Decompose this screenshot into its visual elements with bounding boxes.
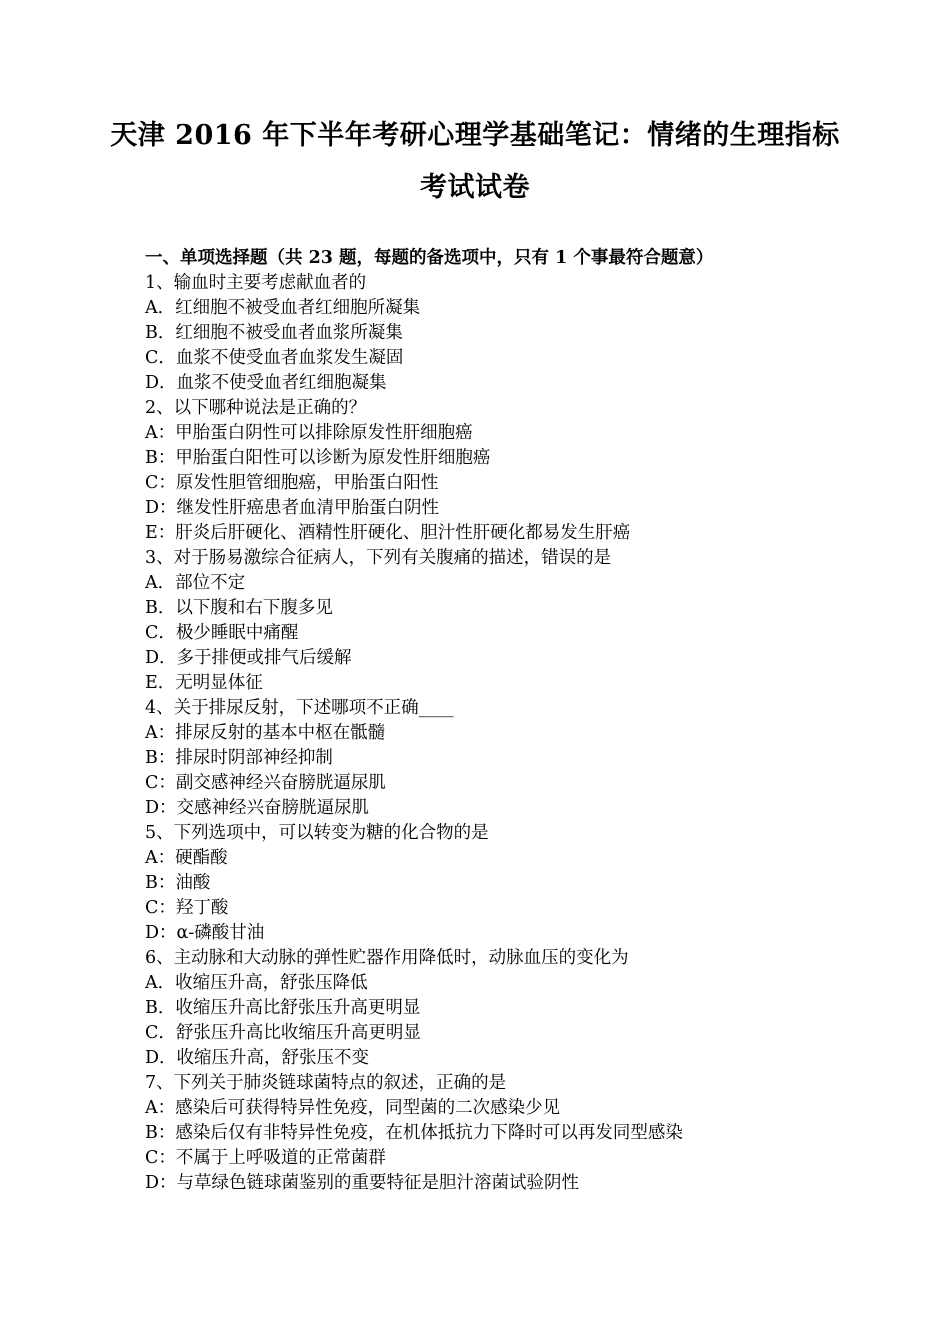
answer-option: A：排尿反射的基本中枢在骶髓: [145, 723, 386, 743]
question-4: [145, 696, 885, 821]
answer-option: A．收缩压升高，舒张压降低: [145, 973, 368, 993]
answer-option: A．红细胞不被受血者红细胞所凝集: [145, 298, 421, 318]
question-stem: 6、主动脉和大动脉的弹性贮器作用降低时，动脉血压的变化为: [145, 948, 629, 968]
answer-option: D：交感神经兴奋膀胱逼尿肌: [145, 798, 370, 818]
answer-option: A．部位不定: [145, 573, 246, 593]
document-title: 天津 2016 年下半年考研心理学基础笔记：情绪的生理指标: [110, 120, 840, 151]
answer-option: D：α-磷酸甘油: [145, 923, 265, 943]
answer-option: C．血浆不使受血者血浆发生凝固: [145, 348, 404, 368]
answer-option: C．舒张压升高比收缩压升高更明显: [145, 1023, 421, 1043]
answer-option: D．血浆不使受血者红细胞凝集: [145, 373, 387, 393]
answer-option: B．红细胞不被受血者血浆所凝集: [145, 323, 403, 343]
question-6: [145, 946, 885, 1071]
answer-option: C：副交感神经兴奋膀胱逼尿肌: [145, 773, 386, 793]
answer-option: C：羟丁酸: [145, 898, 229, 918]
document-body: [145, 246, 885, 1196]
answer-option: B．收缩压升高比舒张压升高更明显: [145, 998, 421, 1018]
question-stem: 2、以下哪种说法是正确的？: [145, 398, 367, 418]
answer-option: B：感染后仅有非特异性免疫，在机体抵抗力下降时可以再发同型感染: [145, 1123, 683, 1143]
question-5: [145, 821, 885, 946]
answer-option: D．收缩压升高，舒张压不变: [145, 1048, 370, 1068]
answer-option: C．极少睡眠中痛醒: [145, 623, 299, 643]
question-stem: 3、对于肠易激综合征病人，下列有关腹痛的描述，错误的是: [145, 548, 612, 568]
answer-option: D：继发性肝癌患者血清甲胎蛋白阴性: [145, 498, 440, 518]
question-3: [145, 546, 885, 696]
section-heading: 一、单项选择题（共 23 题，每题的备选项中，只有 1 个事最符合题意）: [145, 248, 714, 268]
answer-option: D．多于排便或排气后缓解: [145, 648, 352, 668]
document-title-continued: 考试试卷: [420, 172, 530, 203]
answer-option: A：感染后可获得特异性免疫，同型菌的二次感染少见: [145, 1098, 561, 1118]
question-stem: 7、下列关于肺炎链球菌特点的叙述，正确的是: [145, 1073, 507, 1093]
question-1: [145, 271, 885, 396]
question-stem: 4、关于排尿反射，下述哪项不正确____: [145, 698, 454, 718]
answer-option: E：肝炎后肝硬化、酒精性肝硬化、胆汁性肝硬化都易发生肝癌: [145, 523, 631, 543]
answer-option: B：甲胎蛋白阳性可以诊断为原发性肝细胞癌: [145, 448, 491, 468]
question-2: [145, 396, 885, 546]
answer-option: C：不属于上呼吸道的正常菌群: [145, 1148, 386, 1168]
answer-option: E．无明显体征: [145, 673, 263, 693]
question-stem: 1、输血时主要考虑献血者的: [145, 273, 367, 293]
answer-option: D：与草绿色链球菌鉴别的重要特征是胆汁溶菌试验阴性: [145, 1173, 580, 1193]
answer-option: B．以下腹和右下腹多见: [145, 598, 333, 618]
answer-option: B：油酸: [145, 873, 211, 893]
answer-option: A：甲胎蛋白阴性可以排除原发性肝细胞癌: [145, 423, 473, 443]
answer-option: B：排尿时阴部神经抑制: [145, 748, 333, 768]
question-7: [145, 1071, 885, 1196]
answer-option: C：原发性胆管细胞癌，甲胎蛋白阳性: [145, 473, 439, 493]
answer-option: A：硬酯酸: [145, 848, 228, 868]
question-stem: 5、下列选项中，可以转变为糖的化合物的是: [145, 823, 489, 843]
